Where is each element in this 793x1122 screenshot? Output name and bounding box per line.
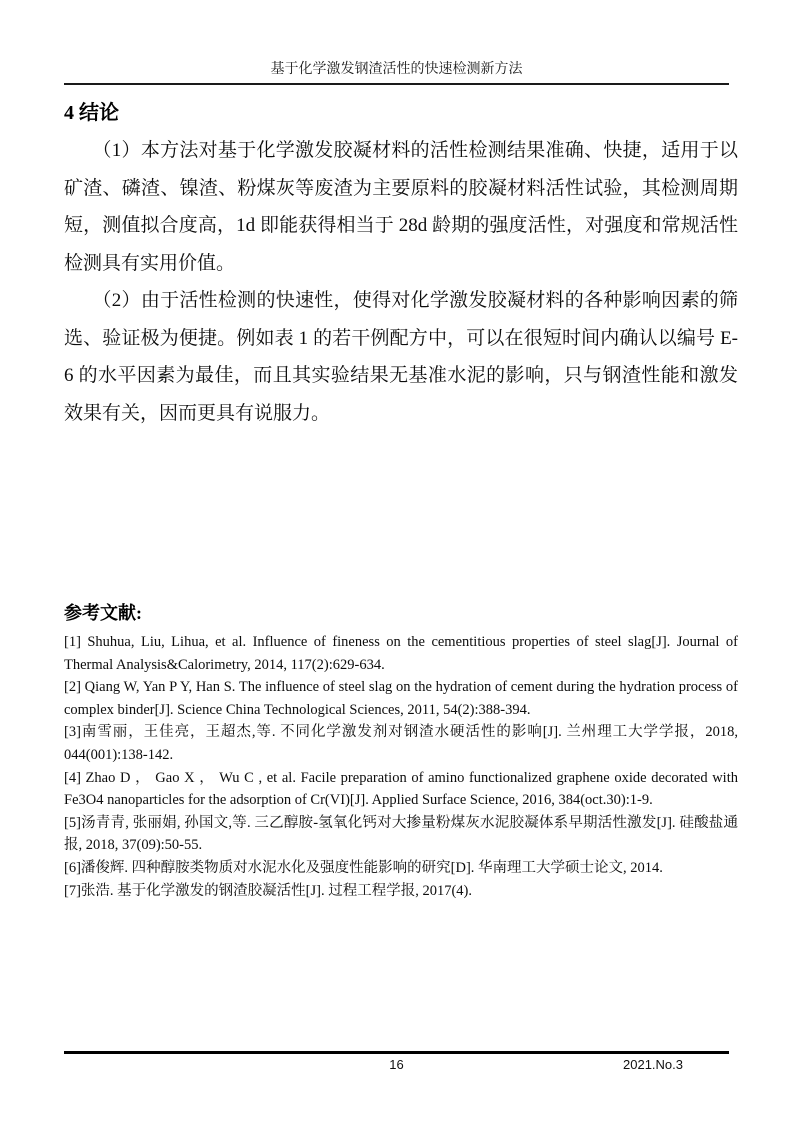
conclusion-body bbox=[64, 132, 738, 432]
reference-item-6: [6]潘俊辉. 四种醇胺类物质对水泥水化及强度性能影响的研究[D]. 华南理工大学硕士论文, 2014. bbox=[64, 859, 663, 876]
section-heading: 4 结论 bbox=[64, 102, 119, 124]
reference-item-7: [7]张浩. 基于化学激发的钢渣胶凝活性[J]. 过程工程学报, 2017(4). bbox=[64, 882, 472, 899]
paragraph-2: （2）由于活性检测的快速性，使得对化学激发胶凝材料的各种影响因素的筛选、验证极为便捷。例如表 1 的若干例配方中，可以在很短时间内确认以编号 E-6 的水平因素为最佳，而且其实验结果无基准水泥的影响，只与钢渣性能和激发效果有关，因而更具有说服力。 bbox=[64, 290, 738, 424]
page-number: 16 bbox=[389, 1057, 404, 1072]
reference-item-5: [5]汤青青, 张丽娟, 孙国文,等. 三乙醇胺-氢氧化钙对大掺量粉煤灰水泥胶凝体系早期活性激发[J]. 硅酸盐通报, 2018, 37(09):50-55. bbox=[64, 814, 738, 854]
issue-label: 2021.No.3 bbox=[623, 1057, 683, 1072]
reference-item-4: [4] Zhao D ， Gao X ， Wu C , et al. Facile preparation of amino functionalized graphene oxide decorated with Fe3O4 nanoparticles for the adsorption of Cr(VI)[J]. Applied Surface Science, 2016, 384(oct.30):1-9. bbox=[64, 769, 738, 809]
reference-item-1: [1] Shuhua, Liu, Lihua, et al. Influence of fineness on the cementitious properties of steel slag[J]. Journal of Thermal Analysis&Calorimetry, 2014, 117(2):629-634. bbox=[64, 634, 738, 673]
paragraph-1: （1）本方法对基于化学激发胶凝材料的活性检测结果准确、快捷，适用于以矿渣、磷渣、镍渣、粉煤灰等废渣为主要原料的胶凝材料活性试验，其检测周期短，测值拟合度高，1d 即能获得相当于 28d 龄期的强度活性，对强度和常规活性检测具有实用价值。 bbox=[64, 140, 738, 274]
header-rule bbox=[64, 83, 729, 85]
running-title: 基于化学激发钢渣活性的快速检测新方法 bbox=[270, 62, 523, 77]
references-section bbox=[64, 601, 738, 902]
reference-item-2: [2] Qiang W, Yan P Y, Han S. The influence of steel slag on the hydration of cement during the hydration process of complex binder[J]. Science China Technological Sciences, 2011, 54(2):388-394. bbox=[64, 679, 738, 718]
references-title: 参考文献: bbox=[64, 603, 142, 623]
reference-item-3: [3]南雪丽，王佳亮，王超杰,等. 不同化学激发剂对钢渣水硬活性的影响[J]. 兰州理工大学学报，2018, 044(001):138-142. bbox=[64, 724, 738, 763]
footer-rule bbox=[64, 1051, 729, 1054]
